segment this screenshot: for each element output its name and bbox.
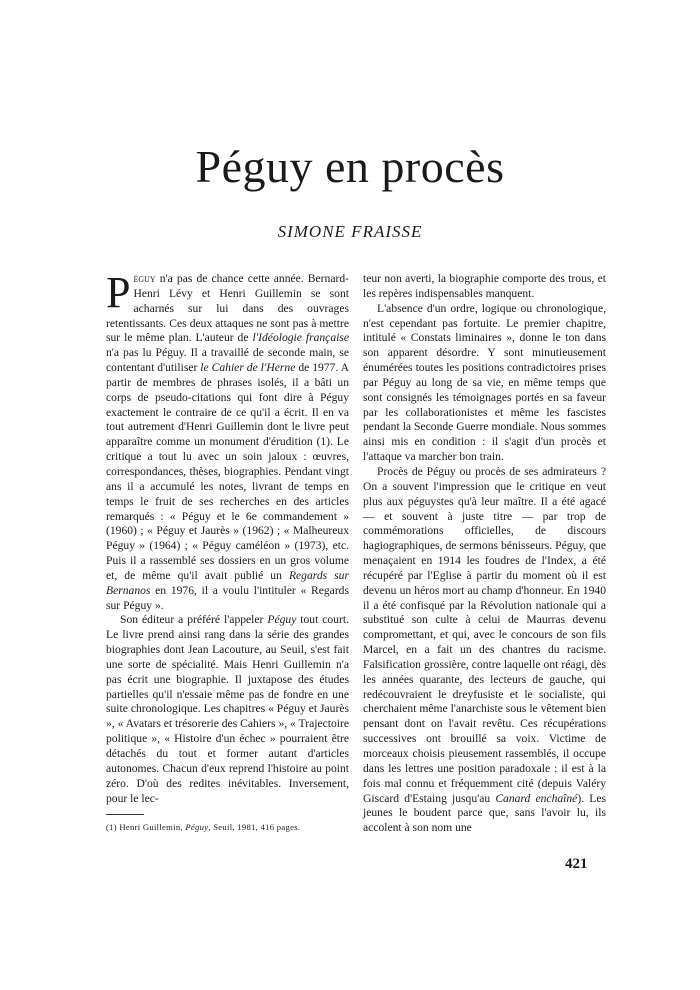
italic-title: l'Idéologie française: [252, 331, 350, 345]
text-run: Procès de Péguy ou procès de ses admirateurs ? On a souvent l'impression que le critique en veut plus aux péguystes qu'à leur maître. Il a été agacé — et souvent à juste titre — par trop de commémorations officielles, de discours hagiographiques, de sermons bénisseurs. Péguy, que menaçaient en 1914 les foudres de l'Index, a été récupéré par l'Eglise à partir du moment où il est devenu un héros mort au champ d'honneur. En 1940 il a été confisqué par la Révolution nationale qui a substitué son culte à celui de Maurras devenu compromettant, et qui, avec le concours de son fils Marcel, en a fait un des chantres du racisme. Falsification grossière, contre laquelle ont réagi, dès les années quarante, des lecteurs de gauche, qui redécouvraient le dreyfusiste et le socialiste, qui cherchaient même l'anarchiste sous le vêtement bien pensant dont on l'avait revêtu. Ces récupérations successives ont brouillé sa voix. Victime de morceaux choisis pieusement rassemblés, il occupe dans les lettres une position paradoxale : il est à la fois mal connu et fréquemment cité (depuis Valéry Giscard d'Estaing jusqu'au: [363, 464, 606, 805]
italic-title: Péguy: [185, 822, 209, 832]
paragraph: [106, 613, 349, 806]
paragraph: L'absence d'un ordre, logique ou chronologique, n'est cependant pas fortuite. Le premier chapitre, intitulé « Constats liminaires », donne le ton dans son apparent désordre. Y sont minutieusement énumérées toutes les positions contradictoires prises par Péguy au long de sa vie, en même temps que sont consignés les témoignages portés en sa faveur par les collaborationistes et même les fascistes pendant la Seconde Guerre mondiale. Nous sommes ainsi mis en condition : il s'agit d'un procès et l'attaque va marcher bon train.: [363, 301, 606, 464]
paragraph: [106, 268, 350, 613]
text-run: n'a pas de chance cette année. Bernard-Henri Lévy et Henri Guillemin se sont acharnés sur lui dans des ouvrages retentissants. Ces deux attaques ne sont pas à mettre sur le même plan. L'auteur de: [106, 272, 349, 345]
paragraph: teur non averti, la biographie comporte des trous, et les repères indispensables manquent.: [363, 272, 606, 300]
text-run: . Le critique a tout lu avec un soin jaloux : œuvres, correspondances, thèses, biographies. Pendant vingt ans il a accumulé les notes, livrant de temps en temps le fruit de ses recherches en des articles remarqués : « Péguy et le 6e commandement » (1960) ; « Péguy et Jaurès » (1962) ; « Malheureux Péguy » (1964) ; « Péguy caméléon » (1973), etc. Puis il a rassemblé ses dossiers en un gros volume et, de même qu'il avait publié un: [106, 435, 349, 582]
text-run: n'a pas lu Péguy. Il a travaillé de seconde main, se contentant d'utiliser: [106, 346, 349, 375]
footnote-rule: [106, 814, 144, 815]
left-column: [106, 268, 350, 806]
italic-title: le Cahier de l'Herne: [200, 361, 296, 375]
article-title: Péguy en procès: [195, 141, 505, 192]
smallcaps-word: éguy: [133, 272, 156, 285]
italic-title: Péguy: [267, 613, 297, 627]
right-column: [363, 272, 606, 836]
article-author: SIMONE FRAISSE: [277, 222, 423, 241]
text-run: de 1977. A partir de membres de phrases isolés, il a bâti un corps de pseudo-citations qui font dire à Péguy exactement le contraire de ce qu'il a écrit. Il en va tout autrement d'Henri Guillemin dont le livre peut apparaître comme un monument d'érudition: [106, 361, 349, 449]
drop-cap: P: [106, 268, 131, 317]
footnote: [106, 822, 349, 832]
text-run: Son éditeur a préféré l'appeler: [120, 613, 268, 627]
italic-title: Canard enchaîné: [495, 791, 578, 805]
italic-title: Regards sur Bernanos: [106, 568, 349, 597]
text-run: ). Les jeunes le boudent parce que, sans l'avoir lu, ils accolent à son nom une: [363, 791, 606, 835]
text-run: tout court. Le livre prend ainsi rang dans la série des grandes biographies dont Jean Lacouture, au Seuil, s'est fait une sorte de spécialité. Mais Henri Guillemin n'a pas écrit une biographie. Il juxtapose des études partielles qu'il n'essaie même pas de fondre en une suite chronologique. Les chapitres « Péguy et Jaurès », « Avatars et trésorerie des Cahiers », « Trajectoire politique », « Histoire d'un échec » pourraient être détachés du tout et former autant d'articles autonomes. Chacun d'eux reprend l'histoire au point zéro. D'où des redites inévitables. Inversement, pour le lec-: [106, 613, 349, 805]
text-run: , Seuil, 1981, 416 pages.: [208, 822, 301, 832]
text-run: (1) Henri Guillemin,: [106, 822, 186, 832]
page-number: 421: [565, 856, 588, 872]
paragraph: [363, 465, 606, 836]
text-run: en 1976, il a voulu l'intituler « Regards sur Péguy ».: [106, 583, 349, 612]
footnote-reference[interactable]: (1): [316, 435, 331, 449]
